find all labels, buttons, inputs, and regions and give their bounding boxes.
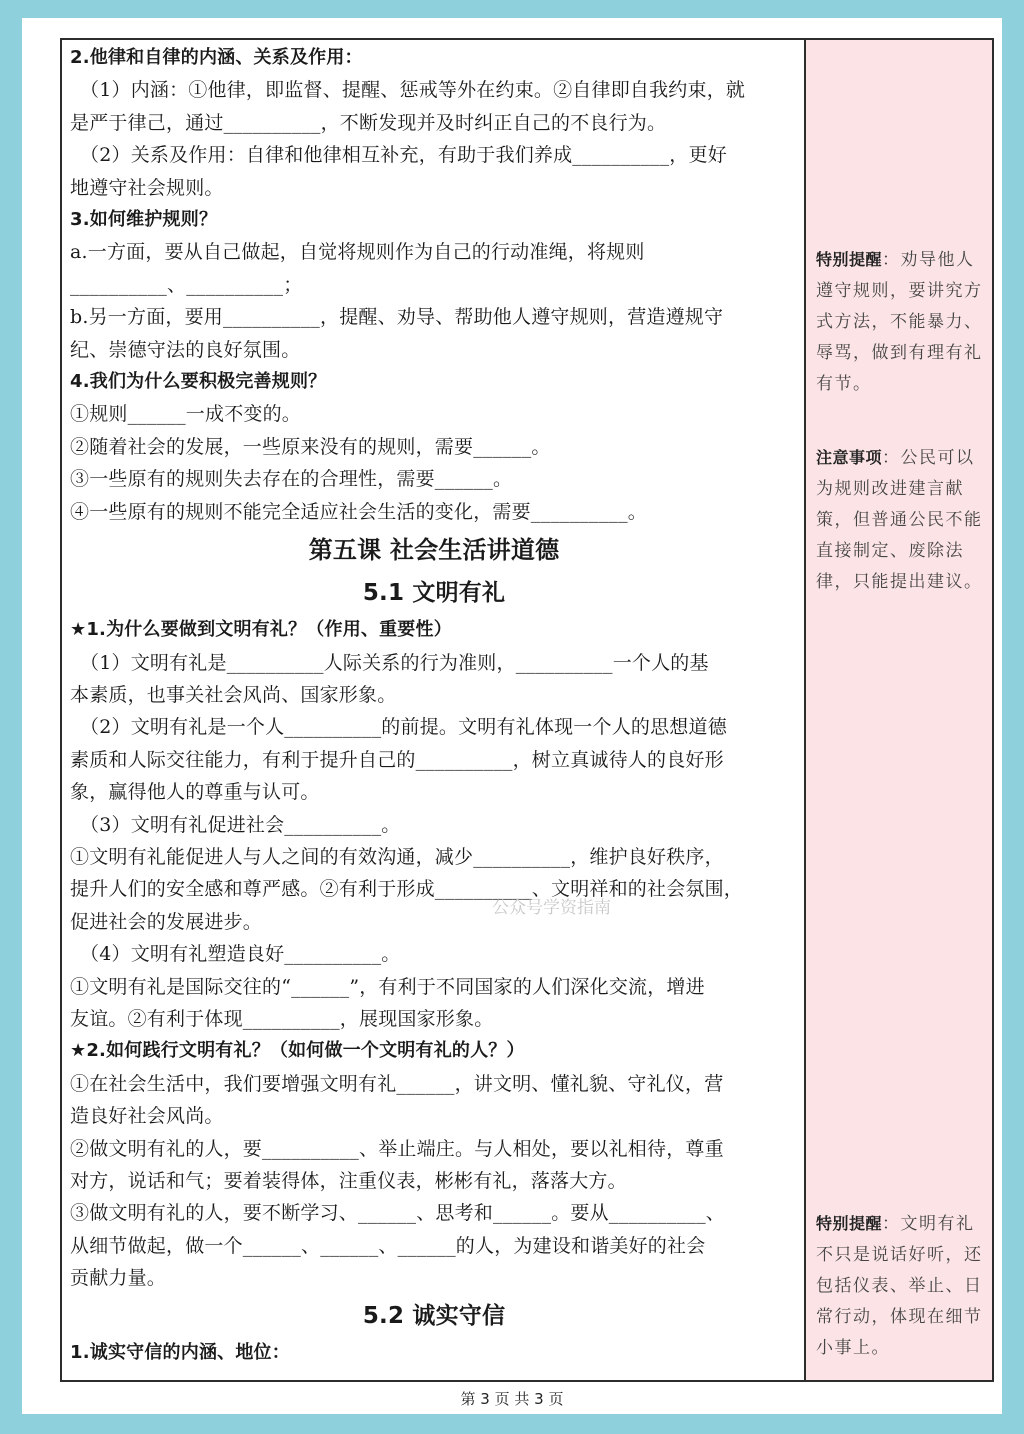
- side-note-3: [816, 1208, 986, 1364]
- section-heading: 4.我们为什么要积极完善规则？: [70, 371, 327, 393]
- text-line: 从细节做起，做一个______、______、______的人，为建设和谐美好的社会: [70, 1234, 706, 1257]
- note-heading: 特别提醒: [816, 250, 883, 269]
- text-line: 促进社会的发展进步。: [70, 910, 263, 933]
- text-line: 提升人们的安全感和尊严感。②有利于形成__________、文明祥和的社会氛围，: [70, 878, 744, 901]
- text-line: ③一些原有的规则失去存在的合理性，需要______。: [70, 468, 513, 491]
- text-line: 友谊。②有利于体现__________，展现国家形象。: [70, 1007, 494, 1030]
- watermark: 公众号学资指南: [492, 898, 611, 918]
- text-line: 对方，说话和气；要着装得体，注重仪表，彬彬有礼，落落大方。: [70, 1170, 627, 1192]
- side-note-2: [816, 442, 986, 598]
- text-line: ②做文明有礼的人，要__________、举止端庄。与人相处，要以礼相待，尊重: [70, 1137, 724, 1160]
- side-note-1: [816, 244, 986, 400]
- note-body: ：公民可以为规则改进建言献策，但普通公民不能直接制定、废除法律，只能提出建议。: [816, 448, 983, 592]
- text-line: 是严于律己，通过__________，不断发现并及时纠正自己的不良行为。: [70, 111, 667, 134]
- text-line: 造良好社会风尚。: [70, 1105, 224, 1128]
- text-line: 地遵守社会规则。: [70, 176, 224, 199]
- document-page: [22, 18, 1002, 1414]
- text-line: ①规则______一成不变的。: [70, 403, 302, 426]
- text-line: （1）内涵：①他律，即监督、提醒、惩戒等外在约束。②自律即自我约束，就: [80, 79, 746, 102]
- text-line: ③做文明有礼的人，要不断学习、______、思考和______。要从__________、: [70, 1202, 726, 1225]
- text-line: 象，赢得他人的尊重与认可。: [70, 781, 320, 804]
- section-heading: 2.他律和自律的内涵、关系及作用：: [70, 47, 363, 68]
- main-column: [62, 40, 806, 1380]
- text-line: （3）文明有礼促进社会__________。: [80, 813, 401, 836]
- text-line: __________、__________；: [70, 273, 303, 296]
- text-line: （2）关系及作用：自律和他律相互补充，有助于我们养成__________，更好: [80, 144, 727, 167]
- section-heading: ★2.如何践行文明有礼？（如何做一个文明有礼的人？）: [70, 1040, 525, 1062]
- section-heading: 5.1 文明有礼: [362, 580, 506, 607]
- text-line: a.一方面，要从自己做起，自觉将规则作为自己的行动准绳，将规则: [70, 241, 645, 264]
- text-line: ②随着社会的发展，一些原来没有的规则，需要______。: [70, 435, 551, 458]
- section-heading: 第五课 社会生活讲道德: [308, 536, 560, 565]
- text-line: 贡献力量。: [70, 1267, 167, 1290]
- text-line: ①在社会生活中，我们要增强文明有礼______，讲文明、懂礼貌、守礼仪，营: [70, 1072, 724, 1095]
- content-table: [60, 38, 994, 1382]
- text-line: （1）文明有礼是__________人际关系的行为准则，__________一个人的基: [80, 651, 709, 674]
- text-line: b.另一方面，要用__________，提醒、劝导、帮助他人遵守规则，营造遵规守: [70, 306, 724, 329]
- note-heading: 特别提醒: [816, 1214, 883, 1233]
- side-notes-column: [806, 40, 992, 1380]
- note-body: ：劝导他人遵守规则，要讲究方式方法，不能暴力、辱骂，做到有理有礼有节。: [816, 250, 983, 394]
- text-line: 本素质，也事关社会风尚、国家形象。: [70, 683, 397, 706]
- note-heading: 注意事项: [816, 448, 883, 467]
- section-heading: ★1.为什么要做到文明有礼？（作用、重要性）: [70, 619, 452, 641]
- text-line: ①文明有礼是国际交往的“______”，有利于不同国家的人们深化交流，增进: [70, 975, 705, 998]
- section-heading: 5.2 诚实守信: [362, 1302, 506, 1329]
- text-line: （2）文明有礼是一个人__________的前提。文明有礼体现一个人的思想道德: [80, 716, 727, 739]
- text-line: （4）文明有礼塑造良好__________。: [80, 943, 401, 966]
- note-body: ：文明有礼不只是说话好听，还包括仪表、举止、日常行动，体现在细节小事上。: [816, 1214, 983, 1358]
- text-line: 纪、崇德守法的良好氛围。: [70, 338, 301, 361]
- text-line: 素质和人际交往能力，有利于提升自己的__________，树立真诚待人的良好形: [70, 748, 724, 771]
- section-heading: 3.如何维护规则？: [70, 209, 218, 231]
- page-footer: 第 3 页 共 3 页: [460, 1390, 564, 1408]
- text-line: ①文明有礼能促进人与人之间的有效沟通，减少__________，维护良好秩序，: [70, 845, 724, 868]
- section-heading: 1.诚实守信的内涵、地位：: [70, 1341, 290, 1363]
- text-line: ④一些原有的规则不能完全适应社会生活的变化，需要__________。: [70, 500, 648, 523]
